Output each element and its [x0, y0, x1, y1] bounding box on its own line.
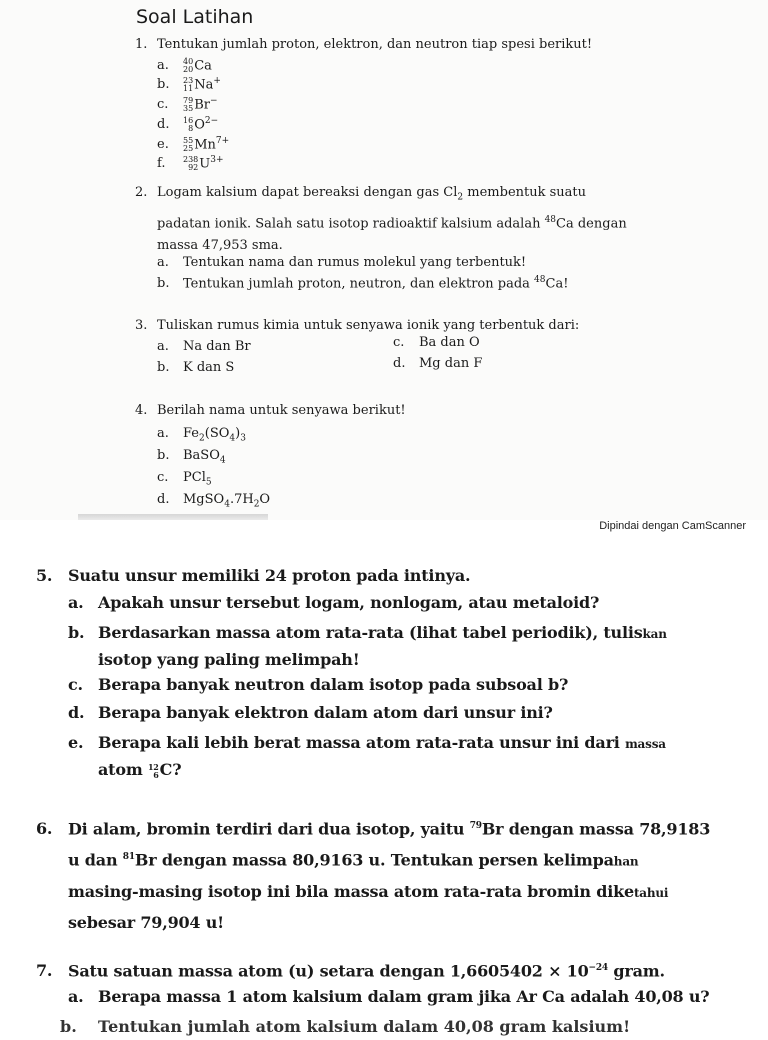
page-title: Soal Latihan [136, 6, 254, 28]
question-1: 1. Tentukan jumlah proton, elektron, dan neutron tiap spesi berikut! [135, 37, 593, 52]
question-7: 7. Satu satuan massa atom (u) setara dengan $1,6605402 \times 10^{-24}$ gram. [36, 961, 665, 981]
formula-fe2so43: $Fe_2(SO_4)_3$ [183, 426, 246, 444]
question-5: 5. Suatu unsur memiliki 24 proton pada intinya. [36, 566, 471, 585]
question-1-item: c. 79 35 Br− [157, 95, 218, 113]
question-1-item: b. 23 11 Na+ [157, 75, 221, 93]
camscanner-watermark: Dipindai dengan CamScanner [599, 520, 746, 532]
question-4-d: d. $MgSO_4.7H_2O$ [157, 492, 271, 510]
nuclide-notation: 79 35 [183, 95, 194, 113]
formula-mgso4-7h2o: $MgSO_4.7H_2O$ [183, 492, 271, 510]
question-4: 4. Berilah nama untuk senyawa berikut! [135, 403, 406, 418]
question-3-a: a. Na dan Br [157, 339, 251, 354]
nuclide-notation: 40 20 [183, 56, 194, 74]
question-5-d: d. Berapa banyak elektron dalam atom dari unsur ini? [68, 703, 553, 722]
question-5-b: b. Berdasarkan massa atom rata-rata (lihat tabel periodik), tuliskan isotop yang paling melimpah! [68, 623, 667, 669]
question-4-c: c. PCl$_5$ [157, 470, 212, 488]
nuclide-notation: 55 25 [183, 135, 194, 153]
question-2-b: b. Tentukan jumlah proton, neutron, dan elektron pada $^{48}$Ca! [157, 275, 569, 292]
nuclide-notation: 23 11 [183, 75, 194, 93]
question-1-item: d. 16 8 $O^{2-}$ [157, 115, 219, 133]
question-5-a: a. Apakah unsur tersebut logam, nonlogam, atau metaloid? [68, 593, 600, 612]
question-3-c: c. Ba dan O [393, 335, 480, 350]
formula-baso4: BaSO$_4$ [183, 448, 226, 466]
scan-divider [78, 514, 268, 520]
question-6: 6. Di alam, bromin terdiri dari dua isotop, yaitu $^{79}$Br dengan massa 78,9183 u dan $^{81}$Br dengan massa 80,9163 u. Tentukan persen kelimpahan masing-masing isotop ini bila massa atom rata-rata bromin diketahui sebesar 79,904 u! [36, 819, 711, 932]
nuclide-notation: 16 8 [183, 115, 194, 133]
question-3: 3. Tuliskan rumus kimia untuk senyawa ionik yang terbentuk dari: [135, 318, 580, 333]
question-3-b: b. K dan S [157, 360, 235, 375]
nuclide-notation: 238 92 [183, 154, 199, 172]
question-7-b-cutoff: b. Tentukan jumlah atom kalsium dalam 40,08 gram kalsium! [60, 1017, 631, 1036]
question-2: 2. Logam kalsium dapat bereaksi dengan gas $Cl_2$ membentuk suatu padatan ionik. Salah satu isotop radioaktif kalsium adalah $^{48}$Ca dengan massa 47,953 sma. [135, 185, 627, 253]
question-7-a: a. Berapa massa 1 atom kalsium dalam gram jika Ar Ca adalah 40,08 u? [68, 987, 710, 1006]
question-4-b: b. BaSO$_4$ [157, 448, 226, 466]
question-3-d: d. Mg dan F [393, 356, 483, 371]
formula-pcl5: PCl$_5$ [183, 470, 212, 488]
question-1-item: a. 40 20 Ca [157, 56, 212, 74]
question-4-a: a. $Fe_2(SO_4)_3$ [157, 426, 246, 444]
question-5-c: c. Berapa banyak neutron dalam isotop pada subsoal b? [68, 675, 569, 694]
question-5-e: e. Berapa kali lebih berat massa atom rata-rata unsur ini dari massa atom 12 6 C? [68, 733, 666, 780]
question-2-a: a. Tentukan nama dan rumus molekul yang terbentuk! [157, 255, 527, 270]
question-1-item: f. 238 92 $U^{3+}$ [157, 154, 224, 172]
question-1-item: e. 55 25 $Mn^{7+}$ [157, 135, 230, 153]
